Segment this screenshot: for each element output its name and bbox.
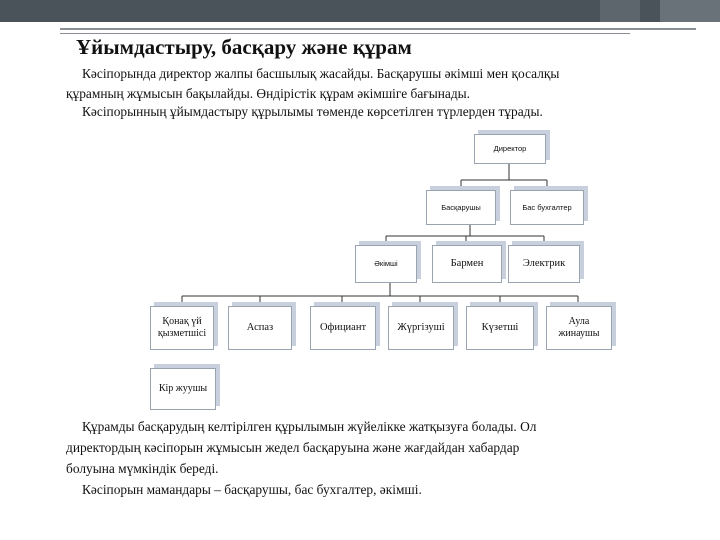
- intro-line-2: құрамның жұмысын бақылайды. Өндірістік құрам әкімшіге бағынады.: [66, 86, 471, 101]
- intro-line-3: Кәсіпорынның ұйымдастыру құрылымы төменде көрсетілген түрлерден тұрады.: [82, 104, 543, 119]
- org-box-admin: Әкімші: [355, 245, 417, 283]
- org-box-guest-service: Қонақ үй қызметшісі: [150, 306, 214, 350]
- conclusion-line-3: болуына мүмкіндік береді.: [66, 461, 219, 476]
- org-box-laundry: Кір жуушы: [150, 368, 216, 410]
- org-box-guard: Күзетші: [466, 306, 534, 350]
- org-box-director: Директор: [474, 134, 546, 164]
- conclusion-line-2: директордың кәсіпорын жұмысын жедел басқаруына және жағдайдан хабардар: [66, 440, 520, 455]
- org-box-barman: Бармен: [432, 245, 502, 283]
- org-box-electrician: Электрик: [508, 245, 580, 283]
- org-box-yard-cleaner: Аула жинаушы: [546, 306, 612, 350]
- org-box-driver: Жүргізуші: [388, 306, 454, 350]
- org-box-manager: Басқарушы: [426, 190, 496, 225]
- conclusion-line-4: Кәсіпорын мамандары – басқарушы, бас бухгалтер, әкімші.: [82, 482, 422, 497]
- org-box-chief-accountant: Бас бухгалтер: [510, 190, 584, 225]
- org-box-cook: Аспаз: [228, 306, 292, 350]
- intro-line-1: Кәсіпорында директор жалпы басшылық жасайды. Басқарушы әкімші мен қосалқы: [82, 66, 560, 81]
- page-title: Ұйымдастыру, басқару және құрам: [76, 35, 412, 59]
- conclusion-line-1: Құрамды басқарудың келтірілген құрылымын жүйелікке жатқызуға болады. Ол: [82, 419, 537, 434]
- org-box-waiter: Официант: [310, 306, 376, 350]
